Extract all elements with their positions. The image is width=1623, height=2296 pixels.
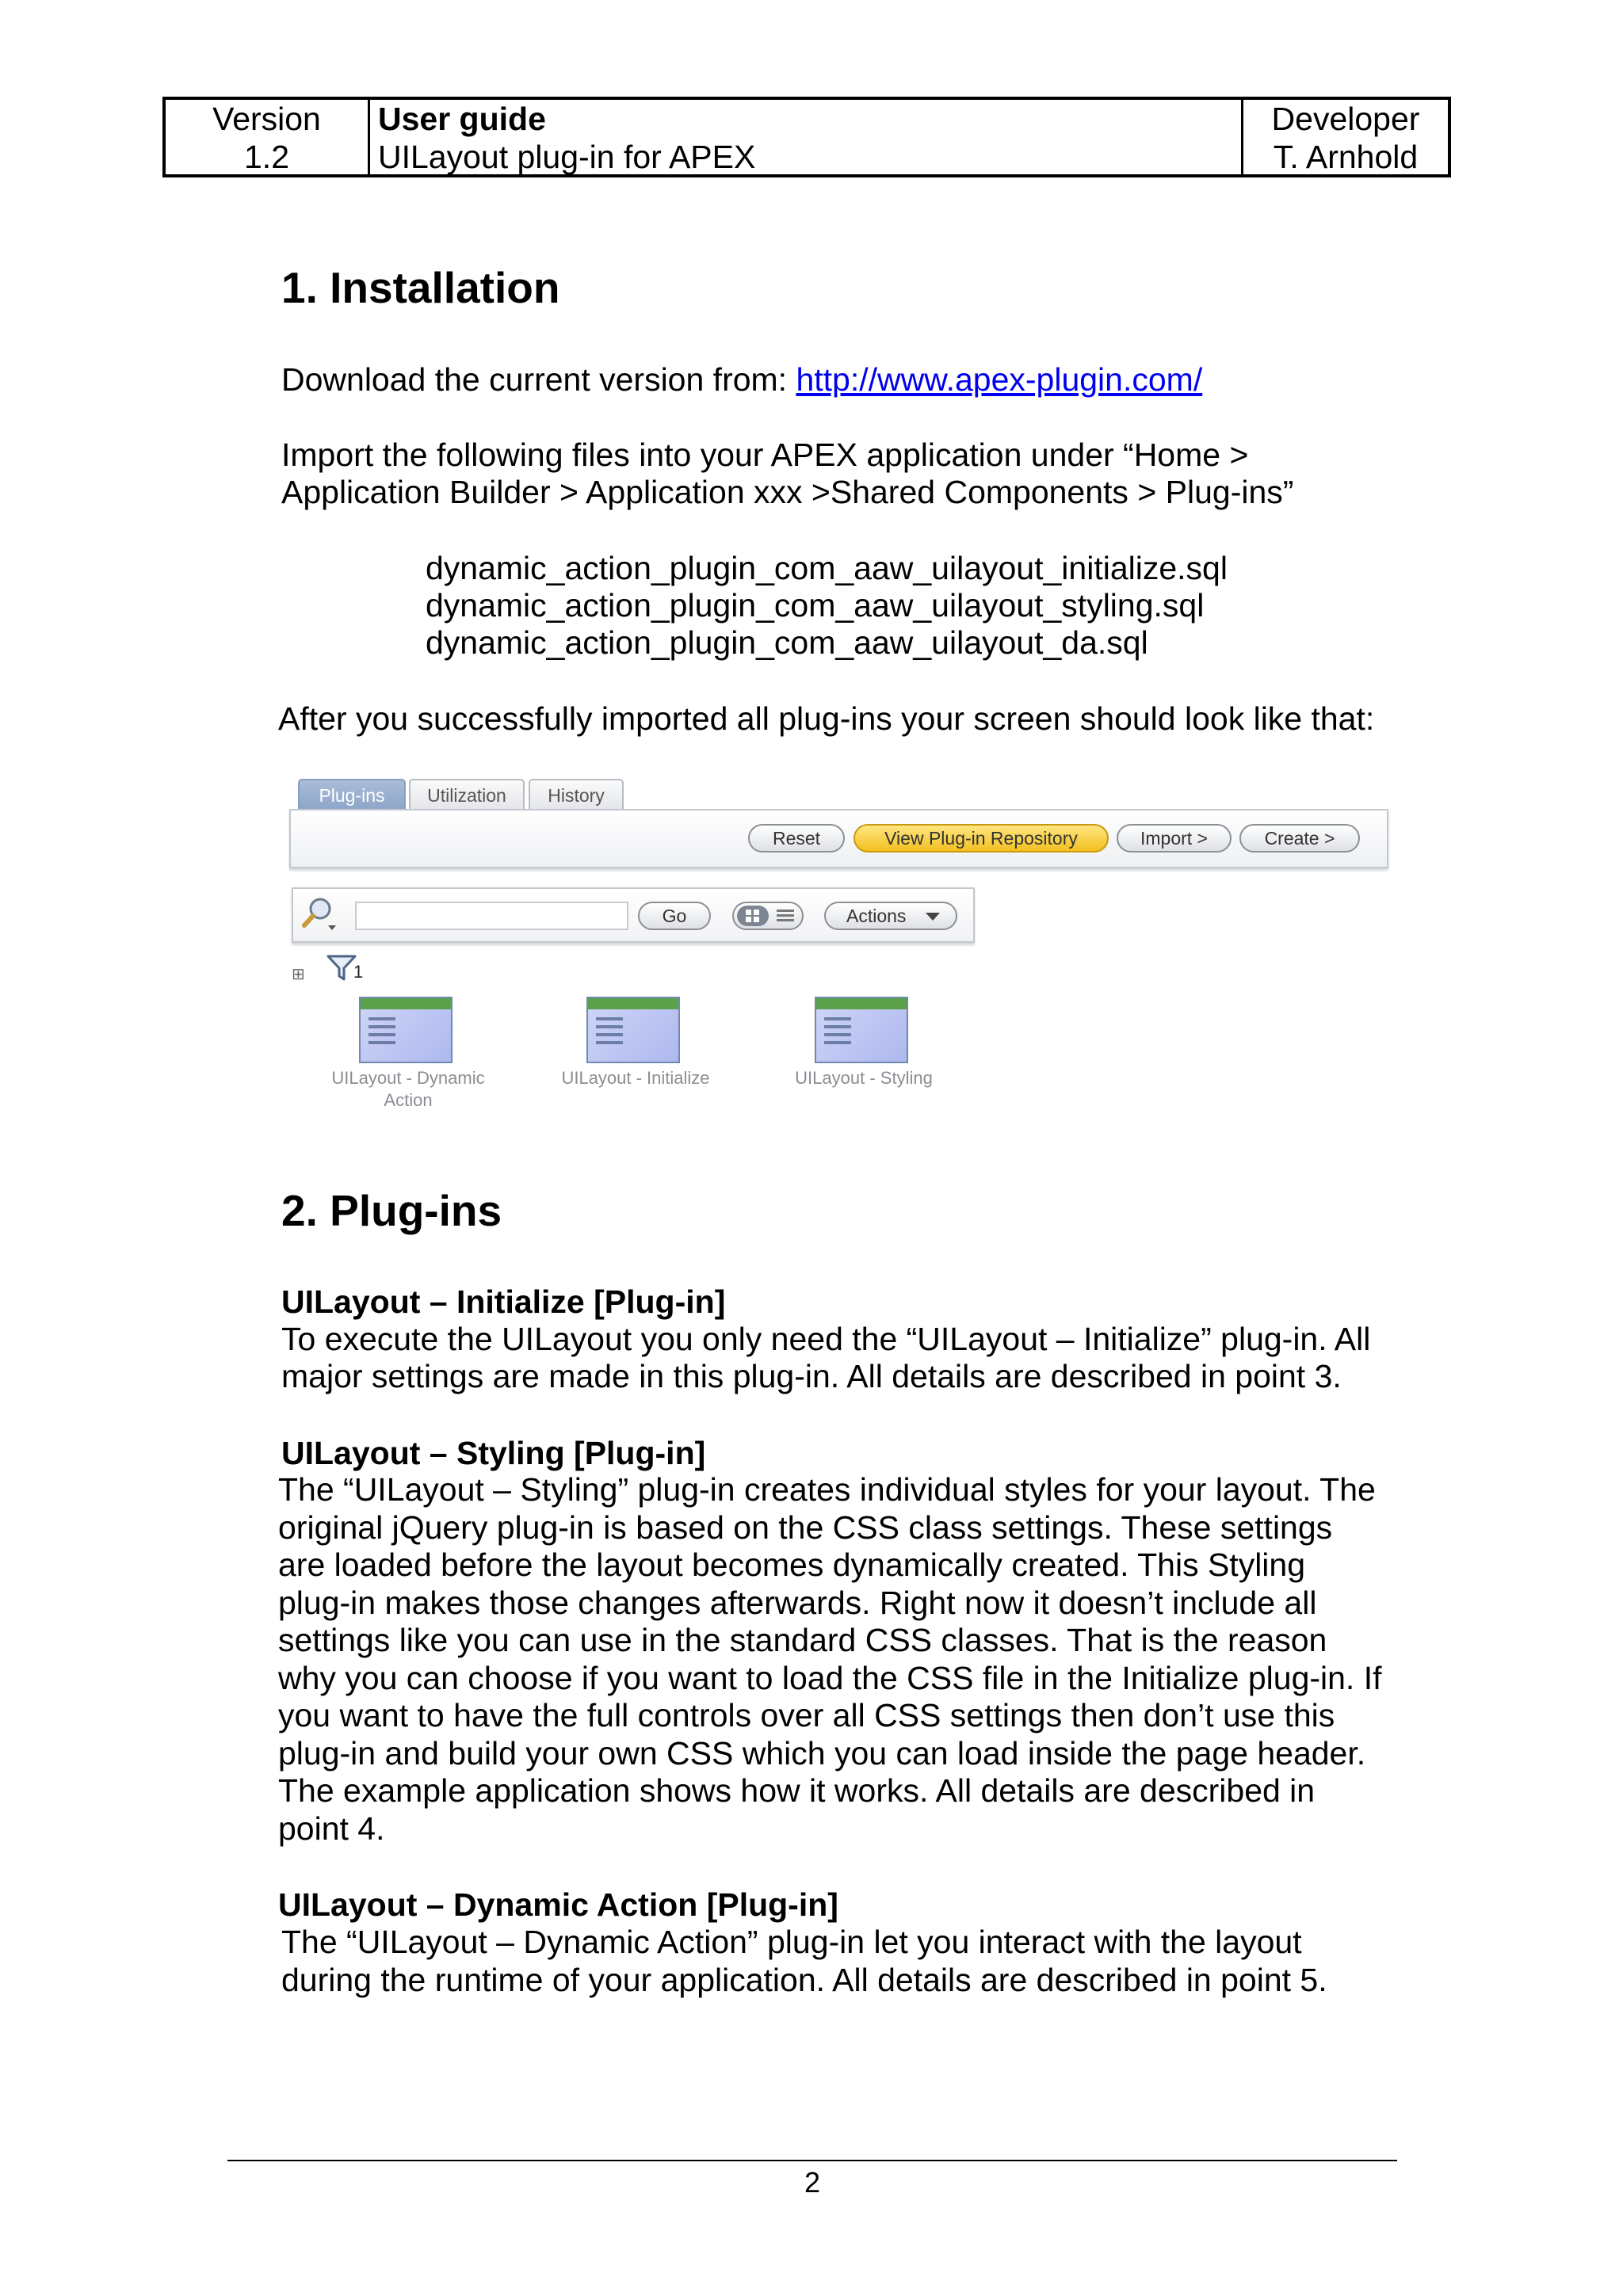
developer-label: Developer <box>1271 101 1420 137</box>
paragraph-line: major settings are made in this plug-in. All details are described in point 3. <box>281 1358 1342 1394</box>
footer-rule <box>227 2160 1397 2161</box>
tab-utilization[interactable]: Utilization <box>409 779 525 809</box>
developer-cell <box>1241 100 1448 174</box>
paragraph-line: To execute the UILayout you only need the “UILayout – Initialize” plug-in. All <box>281 1321 1371 1357</box>
version-cell <box>166 100 370 174</box>
plugin-caption[interactable] <box>317 1067 499 1112</box>
actions-menu[interactable] <box>824 902 957 930</box>
import-line-1: Import the following files into your APEX application under “Home > <box>281 437 1249 473</box>
paragraph-line: why you can choose if you want to load the CSS file in the Initialize plug-in. If <box>278 1659 1382 1696</box>
paragraph-line: plug-in and build your own CSS which you can load inside the page header. <box>278 1734 1366 1772</box>
paragraph-line: are loaded before the layout becomes dynamically created. This Styling <box>278 1547 1306 1583</box>
plugin-tile-dynamic-action[interactable] <box>359 997 453 1063</box>
view-repository-button[interactable]: View Plug-in Repository <box>854 824 1109 852</box>
plugin-tile-styling[interactable] <box>815 997 908 1063</box>
paragraph-line: you want to have the full controls over all CSS settings then don’t use this <box>278 1697 1335 1733</box>
tab-plug-ins[interactable]: Plug-ins <box>298 779 406 809</box>
document-header <box>162 97 1451 177</box>
version-number: 1.2 <box>244 139 289 175</box>
search-icon[interactable] <box>300 894 339 933</box>
expand-icon[interactable]: ⊞ <box>292 966 305 983</box>
download-text: Download the current version from: <box>281 361 796 398</box>
title-cell <box>370 100 1250 174</box>
tab-history[interactable]: History <box>529 779 624 809</box>
create-button[interactable]: Create > <box>1239 824 1360 852</box>
subheading-styling: UILayout – Styling [Plug-in] <box>281 1435 706 1471</box>
plugin-caption[interactable]: UILayout - Styling <box>795 1068 933 1088</box>
file-item: dynamic_action_plugin_com_aaw_uilayout_da.sql <box>426 624 1148 661</box>
actions-label: Actions <box>846 906 907 926</box>
subheading-dynamic-action: UILayout – Dynamic Action [Plug-in] <box>278 1886 838 1923</box>
file-item: dynamic_action_plugin_com_aaw_uilayout_styling.sql <box>426 587 1205 624</box>
paragraph-line: The “UILayout – Dynamic Action” plug-in let you interact with the layout <box>281 1924 1302 1960</box>
plugin-caption-line: UILayout - Dynamic <box>331 1068 485 1088</box>
developer-name: T. Arnhold <box>1273 139 1419 175</box>
doc-type: User guide <box>378 101 546 137</box>
page-number: 2 <box>804 2166 821 2199</box>
section-heading-installation: 1. Installation <box>281 263 560 312</box>
go-button[interactable]: Go <box>638 902 711 930</box>
download-paragraph <box>281 361 1202 399</box>
paragraph-line: plug-in makes those changes afterwards. Right now it doesn’t include all <box>278 1584 1317 1621</box>
doc-title: UILayout plug-in for APEX <box>378 139 756 175</box>
plugin-tile-initialize[interactable] <box>586 997 680 1063</box>
after-import-text: After you successfully imported all plug-ins your screen should look like that: <box>278 700 1375 737</box>
download-link[interactable]: http://www.apex-plugin.com/ <box>796 361 1203 398</box>
reset-button[interactable]: Reset <box>748 824 845 852</box>
paragraph-line: The “UILayout – Styling” plug-in creates individual styles for your layout. The <box>278 1471 1376 1508</box>
paragraph-line: original jQuery plug-in is based on the CSS class settings. These settings <box>278 1508 1333 1546</box>
paragraph-line: during the runtime of your application. All details are described in point 5. <box>281 1961 1327 1998</box>
chevron-down-icon <box>926 913 940 921</box>
import-line-2: Application Builder > Application xxx >Shared Components > Plug-ins” <box>281 474 1294 510</box>
view-toggle[interactable] <box>732 902 804 930</box>
subheading-initialize: UILayout – Initialize [Plug-in] <box>281 1283 726 1320</box>
paragraph-line: point 4. <box>278 1810 385 1847</box>
section-heading-plug-ins: 2. Plug-ins <box>281 1186 502 1235</box>
file-item: dynamic_action_plugin_com_aaw_uilayout_initialize.sql <box>426 550 1228 586</box>
paragraph-line: The example application shows how it works. All details are described in <box>278 1772 1316 1809</box>
filter-count: 1 <box>353 962 364 982</box>
paragraph-line: settings like you can use in the standard CSS classes. That is the reason <box>278 1622 1327 1658</box>
icon-view-icon[interactable] <box>737 906 769 926</box>
plugin-caption[interactable]: UILayout - Initialize <box>561 1068 710 1088</box>
plugin-caption-line: Action <box>384 1090 433 1110</box>
version-label: Version <box>212 101 321 137</box>
import-button[interactable]: Import > <box>1117 824 1232 852</box>
report-view-icon[interactable] <box>772 906 799 926</box>
search-input[interactable] <box>355 902 628 930</box>
